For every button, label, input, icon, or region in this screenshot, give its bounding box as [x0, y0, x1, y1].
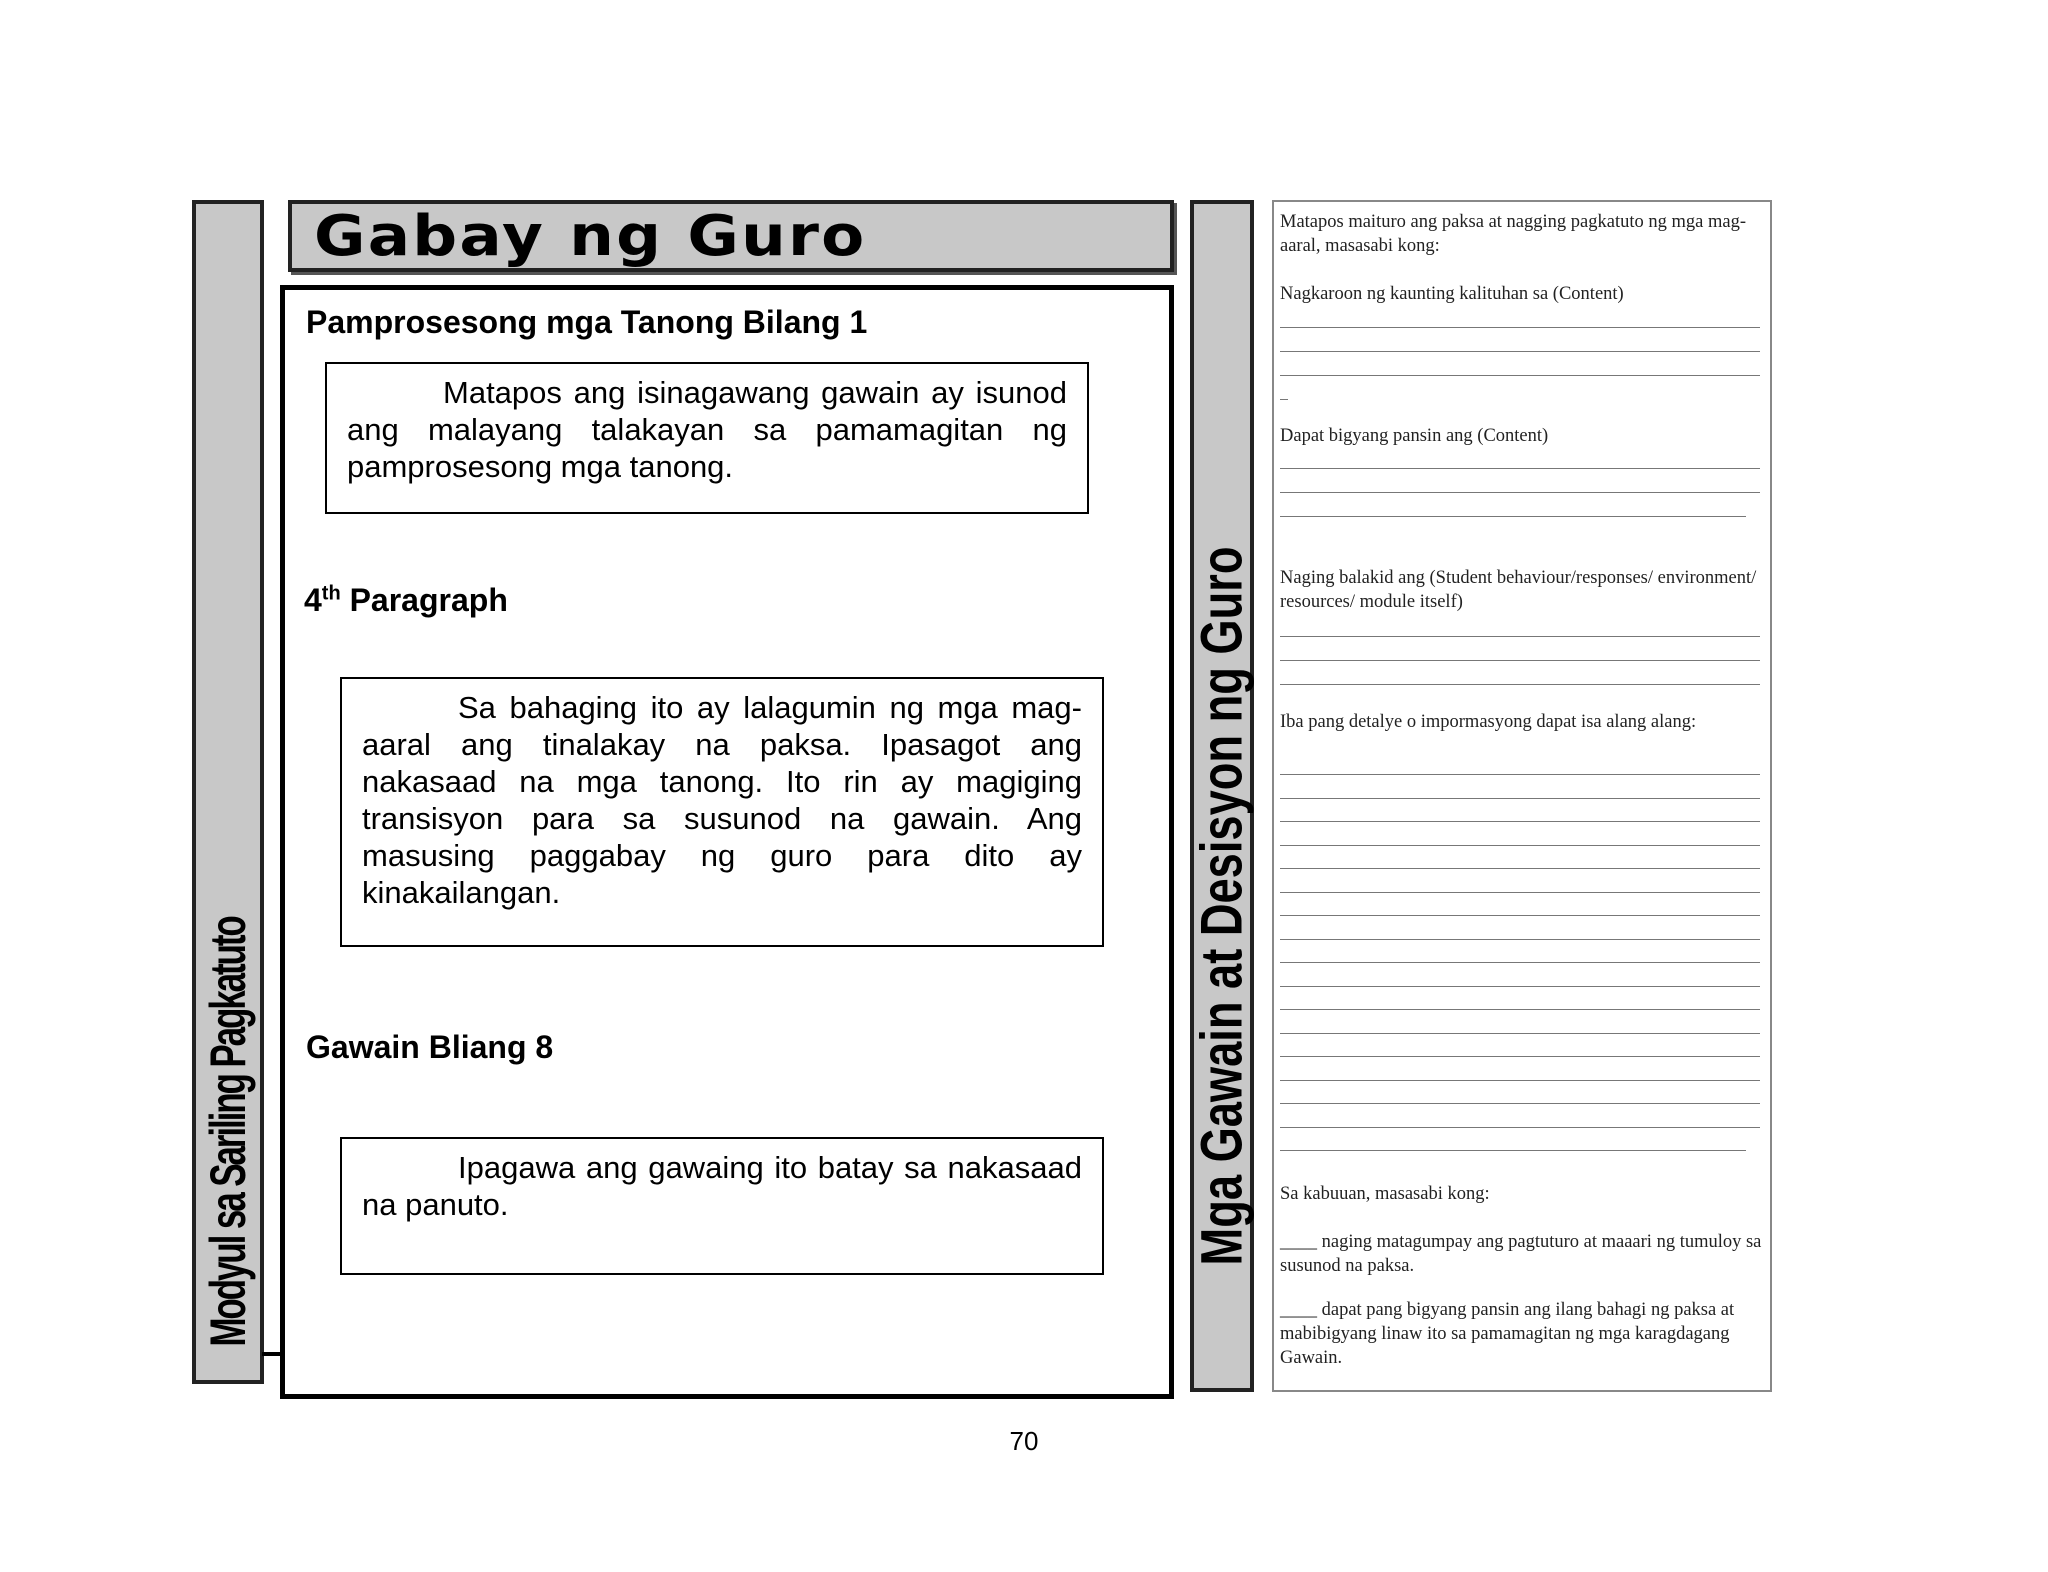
form-line	[1280, 962, 1760, 963]
form-line	[1280, 375, 1760, 376]
section-3-textbox	[340, 1137, 1104, 1275]
section-2-body: Sa bahaging ito ay lalagumin ng mga mag-aaral ang tinalakay na paksa. Ipasagot ang nakasaad na mga tanong. Ito rin ay magiging transisyon para sa susunod na gawain. Ang masusing paggabay ng guro para dito ay kinakailangan.	[362, 690, 1082, 910]
form-line	[1280, 468, 1760, 469]
form-option-needs-attention: ____ dapat pang bigyang pansin ang ilang bahagi ng paksa at mabibigyang linaw ito sa pamamagitan ng mga karagdagang Gawain.	[1280, 1300, 1735, 1368]
form-line	[1280, 821, 1760, 822]
form-line	[1280, 1033, 1760, 1034]
form-line	[1280, 1080, 1760, 1081]
form-intro: Matapos maituro ang paksa at nagging pagkatuto ng mga mag-aaral, masasabi kong:	[1280, 212, 1746, 256]
section-3-heading: Gawain Bliang 8	[306, 1029, 554, 1065]
frame-connector	[262, 1352, 284, 1356]
section-1-heading: Pamprosesong mga Tanong Bilang 1	[306, 304, 868, 340]
form-line-dash	[1280, 399, 1288, 400]
form-line	[1280, 351, 1760, 352]
page-number: 70	[1009, 1426, 1039, 1456]
form-line	[1280, 1056, 1760, 1057]
left-strip-label: Modyul sa Sariling Pagkatuto	[200, 917, 256, 1347]
form-line	[1280, 1127, 1760, 1128]
section-3-body: Ipagawa ang gawaing ito batay sa nakasaad na panuto.	[362, 1150, 1082, 1222]
form-line	[1280, 868, 1760, 869]
form-line	[1280, 939, 1760, 940]
form-line	[1280, 1150, 1746, 1151]
form-line	[1280, 986, 1760, 987]
form-summary-label: Sa kabuuan, masasabi kong:	[1280, 1184, 1490, 1204]
form-line	[1280, 684, 1760, 685]
section-2-heading-number: 4	[304, 582, 322, 618]
section-1-textbox	[325, 362, 1089, 514]
form-option-success: ____ naging matagumpay ang pagtuturo at maaari ng tumuloy sa susunod na paksa.	[1280, 1232, 1762, 1276]
section-2-heading-sup: th	[321, 582, 341, 605]
form-line	[1280, 915, 1760, 916]
form-line	[1280, 798, 1760, 799]
form-prompt-obstacles: Naging balakid ang (Student behaviour/responses/ environment/ resources/ module itself)	[1280, 568, 1757, 612]
form-line	[1280, 845, 1760, 846]
section-2-textbox	[340, 677, 1104, 947]
mid-strip-label: Mga Gawain at Desisyon ng Guro	[1189, 546, 1255, 1266]
form-prompt-content-focus: Dapat bigyang pansin ang (Content)	[1280, 426, 1549, 446]
form-line	[1280, 516, 1746, 517]
form-line	[1280, 636, 1760, 637]
banner-title: Gabay ng Guro	[314, 204, 867, 269]
middle-side-strip	[1190, 200, 1254, 1392]
header-banner	[288, 200, 1174, 272]
form-line	[1280, 660, 1760, 661]
form-line	[1280, 1009, 1760, 1010]
form-line	[1280, 892, 1760, 893]
left-side-strip	[192, 200, 264, 1384]
section-1-body: Matapos ang isinagawang gawain ay isunod ang malayang talakayan sa pamamagitan ng pamprosesong mga tanong.	[347, 375, 1067, 484]
form-line	[1280, 774, 1760, 775]
section-2-heading	[304, 582, 508, 619]
form-prompt-content-confusion: Nagkaroon ng kaunting kalituhan sa (Content)	[1280, 284, 1624, 304]
form-line	[1280, 492, 1760, 493]
teacher-reflection-form	[1272, 200, 1772, 1392]
form-line	[1280, 327, 1760, 328]
form-prompt-other-details: Iba pang detalye o impormasyong dapat isa alang alang:	[1280, 712, 1697, 732]
form-line	[1280, 1103, 1760, 1104]
section-2-heading-text: Paragraph	[340, 582, 508, 618]
